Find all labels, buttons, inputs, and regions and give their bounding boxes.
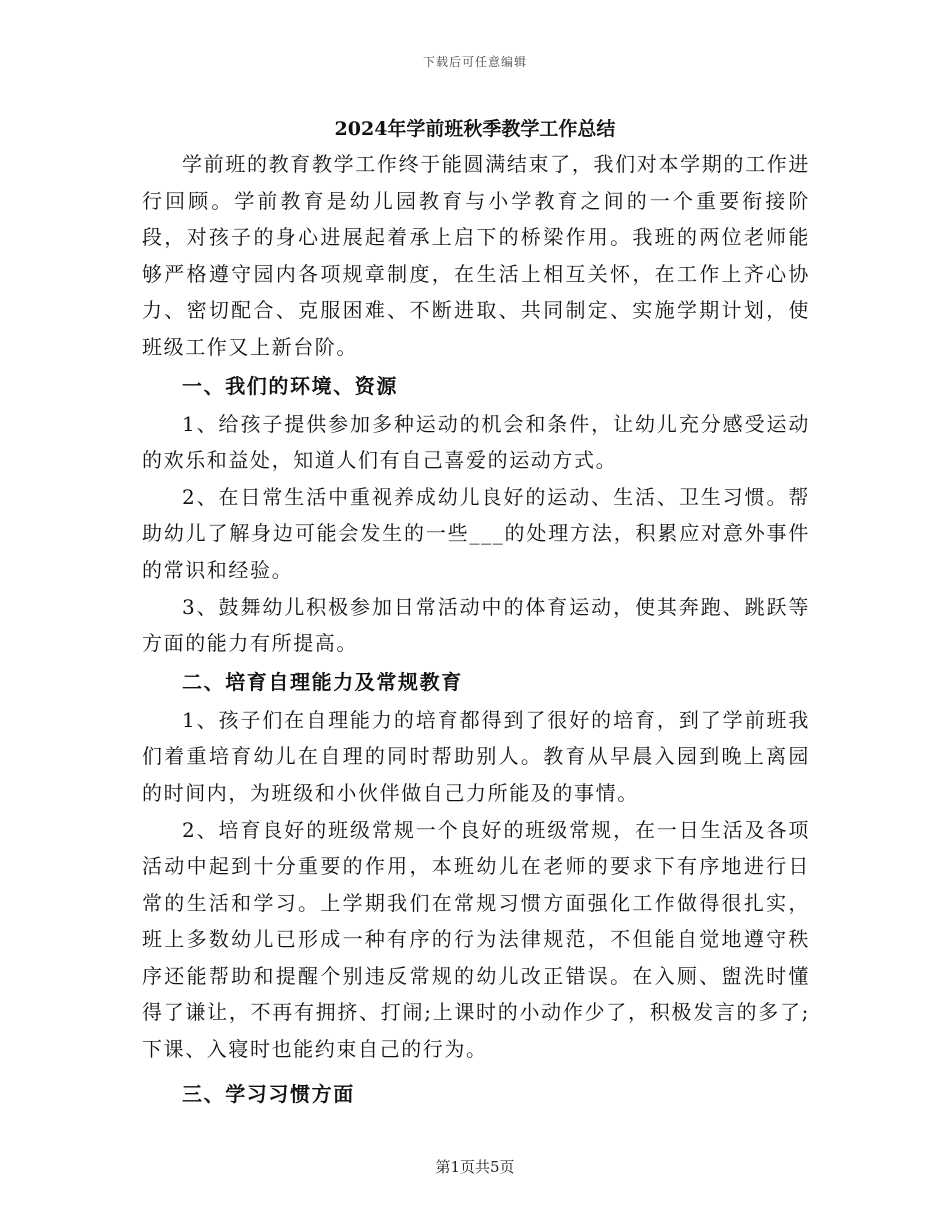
paragraph: 2、在日常生活中重视养成幼儿良好的运动、生活、卫生习惯。帮助幼儿了解身边可能会发生的一些___的处理方法，积累应对意外事件的常识和经验。 [142, 484, 810, 582]
section-heading-1: 一、我们的环境、资源 [182, 373, 398, 398]
page-number: 第1页共5页 [435, 1158, 515, 1176]
section-heading-3: 三、学习习惯方面 [182, 1081, 355, 1106]
paragraph: 1、孩子们在自理能力的培育都得到了很好的培育，到了学前班我们着重培育幼儿在自理的同时帮助别人。教育从早晨入园到晚上离园的时间内，为班级和小伙伴做自己力所能及的事情。 [142, 707, 810, 805]
header-note: 下载后可任意编辑 [422, 55, 527, 69]
document-body [142, 146, 810, 1114]
intro-paragraph: 学前班的教育教学工作终于能圆满结束了，我们对本学期的工作进行回顾。学前教育是幼儿园教育与小学教育之间的一个重要衔接阶段，对孩子的身心进展起着承上启下的桥梁作用。我班的两位老师能够严格遵守园内各项规章制度，在生活上相互关怀，在工作上齐心协力、密切配合、克服困难、不断进取、共同制定、实施学期计划，使班级工作又上新台阶。 [142, 152, 810, 359]
paragraph: 2、培育良好的班级常规一个良好的班级常规，在一日生活及各项活动中起到十分重要的作用，本班幼儿在老师的要求下有序地进行日常的生活和学习。上学期我们在常规习惯方面强化工作做得很扎实，班上多数幼儿已形成一种有序的行为法律规范，不但能自觉地遵守秩序还能帮助和提醒个别违反常规的幼儿改正错误。在入厕、盥洗时懂得了谦让，不再有拥挤、打闹;上课时的小动作少了，积极发言的多了;下课、入寝时也能约束自己的行为。 [142, 817, 810, 1062]
paragraph: 3、鼓舞幼儿积极参加日常活动中的体育运动，使其奔跑、跳跃等方面的能力有所提高。 [142, 594, 810, 656]
paragraph: 1、给孩子提供参加多种运动的机会和条件，让幼儿充分感受运动的欢乐和益处，知道人们有自己喜爱的运动方式。 [142, 411, 810, 473]
section-heading-2: 二、培育自理能力及常规教育 [182, 669, 463, 694]
document-title: 2024年学前班秋季教学工作总结 [334, 118, 616, 140]
